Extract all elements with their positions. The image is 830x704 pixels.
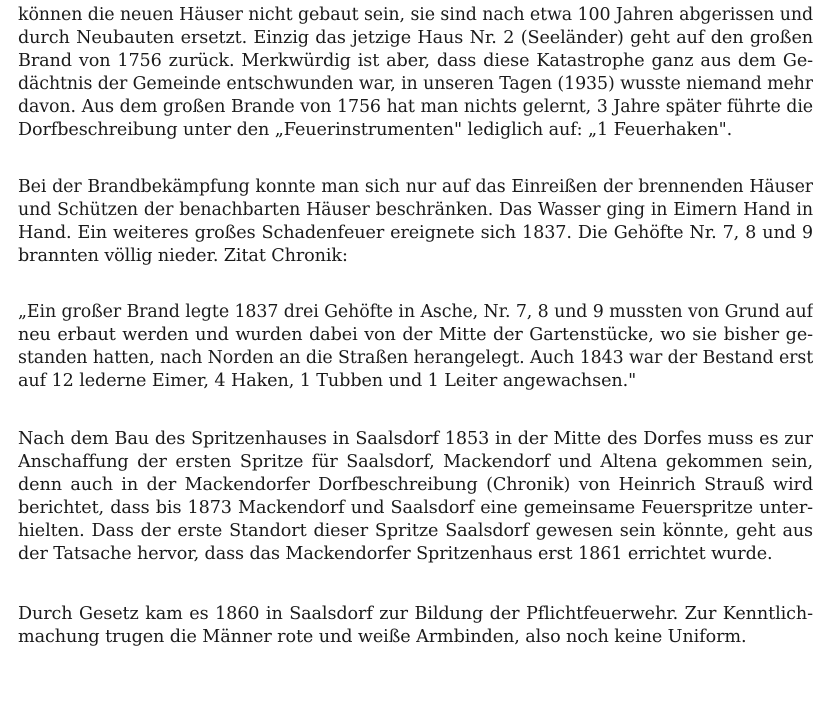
text-line: Dorfbeschreibung unter den „Feuerinstrumenten" lediglich auf: „1 Feuerhaken". — [18, 120, 733, 140]
text-line: neu erbaut werden und wurden dabei von der Mitte der Gartenstücke, wo sie bisher ge- — [18, 325, 813, 345]
text-line: der Tatsache hervor, dass das Mackendorfer Spritzenhaus erst 1861 errichtet wurde. — [18, 544, 773, 564]
text-line: „Ein großer Brand legte 1837 drei Gehöfte in Asche, Nr. 7, 8 und 9 mussten von Grund auf — [18, 302, 813, 322]
text-line: durch Neubauten ersetzt. Einzig das jetzige Haus Nr. 2 (Seeländer) geht auf den großen — [18, 28, 813, 48]
text-line: machung trugen die Männer rote und weiße Armbinden, also noch keine Uniform. — [18, 627, 747, 647]
text-line: berichtet, dass bis 1873 Mackendorf und Saalsdorf eine gemeinsame Feuerspritze unter- — [18, 498, 813, 518]
text-line: können die neuen Häuser nicht gebaut sein, sie sind nach etwa 100 Jahren abgerissen und — [18, 5, 813, 25]
text-line: davon. Aus dem großen Brande von 1756 hat man nichts gelernt, 3 Jahre später führte die — [18, 97, 813, 117]
text-line: Hand. Ein weiteres großes Schadenfeuer ereignete sich 1837. Die Gehöfte Nr. 7, 8 und 9 — [18, 223, 813, 243]
text-line: Bei der Brandbekämpfung konnte man sich nur auf das Einreißen der brennenden Häuser — [18, 177, 813, 197]
text-line: Anschaffung der ersten Spritze für Saalsdorf, Mackendorf und Altena gekommen sein, — [18, 452, 813, 472]
text-line: hielten. Dass der erste Standort dieser Spritze Saalsdorf gewesen sein könnte, geht aus — [18, 521, 813, 541]
text-line: Brand von 1756 zurück. Merkwürdig ist aber, dass diese Katastrophe ganz aus dem Ge- — [18, 51, 813, 71]
text-line: Durch Gesetz kam es 1860 in Saalsdorf zur Bildung der Pflichtfeuerwehr. Zur Kenntlich- — [18, 604, 813, 624]
text-line: Nach dem Bau des Spritzenhauses in Saalsdorf 1853 in der Mitte des Dorfes muss es zur — [18, 429, 813, 449]
text-line: auf 12 lederne Eimer, 4 Haken, 1 Tubben und 1 Leiter angewachsen." — [18, 371, 637, 391]
text-line: und Schützen der benachbarten Häuser beschränken. Das Wasser ging in Eimern Hand in — [18, 200, 813, 220]
text-line: denn auch in der Mackendorfer Dorfbeschreibung (Chronik) von Heinrich Strauß wird — [18, 475, 813, 495]
text-line: brannten völlig nieder. Zitat Chronik: — [18, 246, 348, 266]
text-line: standen hatten, nach Norden an die Straßen herangelegt. Auch 1843 war der Bestand erst — [18, 348, 813, 368]
text-line: dächtnis der Gemeinde entschwunden war, in unseren Tagen (1935) wusste niemand mehr — [18, 74, 813, 94]
